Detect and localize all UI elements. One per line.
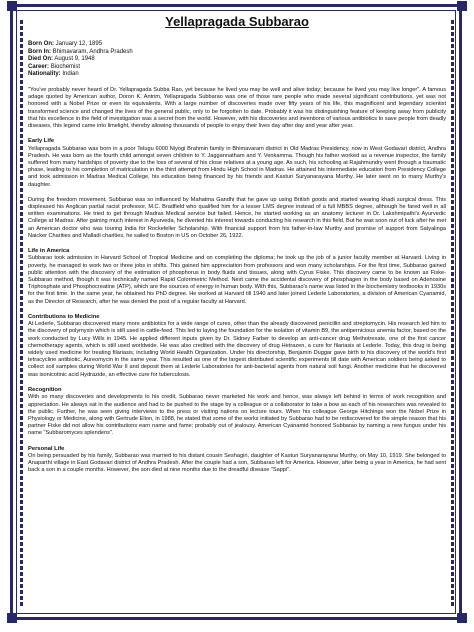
section-personal-life (28, 446, 446, 475)
section-heading: Early Life (28, 138, 55, 145)
fact-value: August 9, 1948 (54, 56, 95, 63)
fact-value: Biochemist (50, 63, 81, 70)
section-paragraph: Yellapragada Subbarao was born in a poor Telugu 6000 Niyogi Brahmin family in Bhimavaram district in Old Madras Presidency, now in West Godavari district, Andhra Pradesh. He was born as the fourth child amongst seven children to Y. Jaggannatham and Y. Venkamma. Though his father worked as a revenue inspector, the family suffered from many hardships of poverty due to the loss of several of his close relatives at a young age. As such, his schooling at Rajahmundry went through a traumatic phase, leading to his completion of matriculation in the third attempt from Hindu High School in Madras. He attained his intermediate education from Presidency College and took admission in Madras Medical College, his education being financed by his friends and Kasturi Suryanarayana Murthy. He later went on to marry Murthy's daughter. (28, 145, 446, 188)
fact-list (28, 41, 446, 79)
section-early-life (28, 138, 446, 240)
fact-born-on (28, 41, 446, 49)
section-paragraph: During the freedom movement, Subbarao was so influenced by Mahatma Gandhi that he gave up using British goods and started wearing khadi surgical dress. This displeased his Anglican partial racist professor, M.C. Bradfield who qualified him for a lesser LMS degree instead of a full MBBS degree, although he fared well in all written examinations. He tried to get through Madras Medical service but failed. Hence, he started working as an anatomy lecturer in Dr. Lakshmipathi's Ayurvedic College at Madras. After gaining much interest in Ayurveda, he diverted his interest towards conducting his research in this field. But he was soon out of luck after he met an American doctor who was touring India for Rockefeller Scholarship. With financial support from his father-in-law Murthy and promise of support from Satyalinga Naicker Charities and Malladi charities, he sailed to Boston in US on October 26, 1922. (28, 196, 446, 239)
fact-nationality (28, 71, 446, 79)
section-recognition (28, 387, 446, 438)
section-paragraph: At Lederle, Subbarao discovered many more antibiotics for a wide range of cures, other than the already discovered penicillin and streptomycin. His research led him to the discovery of polymyxin which is still used in cattle-feed. This led to laying the foundation for the isolation of vitamin B9, the antipernicious anemia factor, based on the work conducted by Lucy Wills in 1945. He applied different inputs given by Dr. Sidney Farber to develop an anti-cancer drug Methotrexate, one of the first cancer chemotherapy agents, which is still used worldwide. He was also credited with the discovery of drug Hetrazen, a cure for filariasis at Lederle. Today, this drug is being widely used medicine for treating filariasis, including World Health Organization. Under his directorship, Benjamin Duggar gave birth to his discovery of the world's first tetracycline antibiotic, Aureomycin in the same year. This resulted as one of the largest distributed scientific experiments till date with American soldiers being asked to collect soil samples during World War II and deposit them at Lederle Laboratories for anti-bacterial agents from natural soil fungi. Another medicine that he discovered was isonicotinic acid Hydrazide, an effective cure for tuberculosis. (28, 321, 446, 378)
section-heading: Personal Life (28, 445, 65, 452)
border-strip-right (451, 20, 454, 606)
fact-value: January 12, 1895 (55, 41, 103, 47)
border-strip-left (20, 20, 23, 606)
corner-ornament-bottom-left (7, 613, 17, 623)
corner-ornament-bottom-right (457, 613, 467, 623)
fact-value: Indian (62, 71, 79, 78)
fact-label: Nationality: (28, 71, 61, 78)
intro-paragraph: "You've probably never heard of Dr. Yellapragada Subba Rao, yet because he lived you may be well and alive today; because he lived you may live longer". A famous adage quoted by American author, Doron K. Antrim, Yellapragada Subbarao was one of those rare people who made several significant contributions, yet was not honored with a Nobel Prize or even its equivalents. With a large number of discoveries made over fifty years of his life, this magnificent and legendary scientist transformed science and changed the lives of the general public, only to be forgotten to date. Probably it was his distinguishing feature of keeping away from publicity that his excellence in the field of investigation was a secret from the world. However, with his discoveries and inventions of various antibiotics to save people from deadly diseases, this legend came into limelight, thereby allowing thousands of people to enjoy their lives day after day and year after year. (28, 86, 446, 129)
document-content (28, 14, 446, 483)
section-paragraph: On being persuaded by his family, Subbarao was married to his distant cousin Seshagiri, daughter of Kasturi Suryanarayana Murthy, on May 10, 1919. She belonged to Anaparthi village in East Godavari district of Andhra Pradesh. After the couple had a son, Subbarao left for America. However, after being a year in America, he had sent back a son in a couple months. However, the son died at nine months due to the dreadful disease "Sappi". (28, 452, 446, 474)
section-paragraph: With so many discoveries and developments to his credit, Subbarao never marketed his work and hence, was always left behind in terms of work recognition and appreciation. He always sat in the audience and had to be pushed to the stage by a colleague or a collaborator to take a bow as each of his researches was revealed to the public. Further, he was seen giving interviews to the press or visiting nations on lecture tours. When his colleague George Hitchings won the Nobel Prize in Physiology or Medicine, along with Gertrude Elion, in 1988, he stated that some of the works initiated by Subbarao had to be rediscovered for the simple reason that his partner Fiske did not allow his contributions earn name and fame; probably out of jealousy. American Cyanamid honored Subbarao by naming a new fungus under his name "Subbaromyces splendens". (28, 394, 446, 437)
section-heading: Recognition (28, 386, 62, 393)
corner-ornament-top-left (7, 1, 17, 11)
fact-label: Born In: (28, 48, 51, 55)
section-heading: Contributions to Medicine (28, 313, 100, 320)
section-contributions (28, 314, 446, 379)
fact-career (28, 64, 446, 72)
fact-label: Born On: (28, 41, 54, 47)
section-life-in-america (28, 248, 446, 306)
fact-value: Bhimavaram, Andhra Pradesh (52, 48, 133, 55)
fact-label: Career: (28, 63, 50, 70)
fact-label: Died On: (28, 56, 53, 63)
fact-born-in (28, 49, 446, 57)
fact-died-on (28, 56, 446, 64)
section-heading: Life in America (28, 248, 70, 255)
corner-ornament-top-right (457, 1, 467, 11)
document-title: Yellapragada Subbarao (165, 14, 309, 29)
section-paragraph: Subbarao took admission in Harvard School of Tropical Medicine and on completing the diploma; he took up the job of a junior faculty member at Harvard. Living in poverty, he managed to work two or three jobs in shifts. This gained him appreciation from professors and won many scholarships. For the first time, Subbarao gained public attention with the discovery of the estimation of phosphorus in body fluids and tissues, along with Cyrus Fiske. This discovery came to be known as Fiske-Subbarao method, though it was technically named Rapid Colorimetric Method. Next came the accidental discovery of phosphagen in the body based on Adenosine Triphosphate and Phosphocreatine (ATP), which are the sources of energy in human body. With this, Subbarao's name was listed in the biochemistry textbooks in 1930s for the first time. In the same year, he obtained his PhD degree. He worked at Harvard till 1940 and later joined Lederle Laboratories, a division of American Cyanamid, as the Director of Research, after he was denied the post of a regular faculty at Harvard. (28, 255, 446, 305)
